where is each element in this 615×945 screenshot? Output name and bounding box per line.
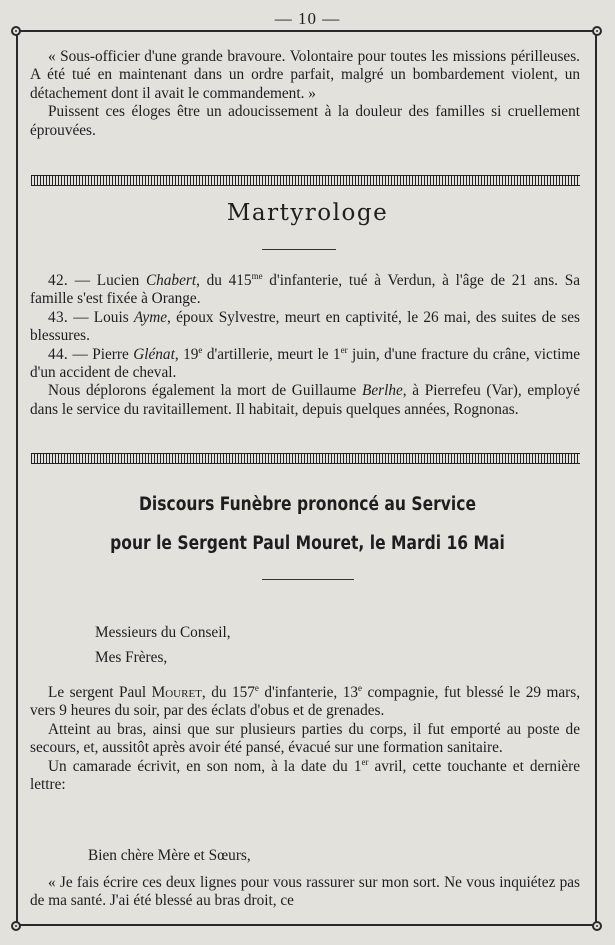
salutation-brothers: Mes Frères,	[95, 649, 168, 666]
salutation-council: Messieurs du Conseil,	[95, 624, 231, 641]
martyr-name: Berlhe	[362, 382, 403, 400]
title-underline	[262, 579, 354, 580]
martyr-name: Chabert	[145, 272, 197, 289]
martyr-entry: 44. — Pierre Glénat, 19e d'artillerie, meurt le 1er juin, d'une fracture du crâne, victime d'un accident de cheval.	[30, 344, 581, 382]
martyrologe-list	[30, 272, 580, 419]
section-divider	[31, 175, 580, 186]
letter-greeting: Bien chère Mère et Sœurs,	[88, 847, 251, 864]
martyrologe-title: Martyrologe	[226, 200, 389, 226]
discours-title-line1: Discours Funèbre prononcé au Service	[139, 494, 476, 515]
corner-ornament-icon	[592, 921, 602, 931]
letter-body	[30, 874, 580, 911]
corner-ornament-icon	[11, 921, 21, 931]
intro-section	[30, 48, 580, 140]
martyr-name: Glénat	[133, 345, 175, 363]
page-number: — 10 —	[274, 9, 341, 28]
martyr-entry: 43. — Louis Ayme, époux Sylvestre, meurt en captivité, le 26 mai, des suites de ses blessures.	[30, 308, 580, 345]
martyr-name: Ayme	[133, 308, 168, 326]
corner-ornament-icon	[592, 26, 602, 36]
martyr-note: Nous déplorons également la mort de Guillaume Berlhe, à Pierrefeu (Var), employé dans le service du ravitaillement. Il habitait, depuis quelques années, Rognonas.	[30, 382, 581, 418]
letter-text: « Je fais écrire ces deux lignes pour vous rassurer sur mon sort. Ne vous inquiétez pas de ma santé. J'ai été blessé au bras droit, ce	[30, 874, 580, 910]
condolence-text: Puissent ces éloges être un adoucissement à la douleur des familles si cruellement éprouvées.	[30, 103, 580, 139]
discours-paragraph: Un camarade écrivit, en son nom, à la date du 1er avril, cette touchante et dernière lettre:	[30, 756, 580, 794]
discours-body	[30, 684, 580, 794]
citation-quote: « Sous-officier d'une grande bravoure. Volontaire pour toutes les missions périlleuses. A été tué en maintenant dans un ordre parfait, malgré un bombardement violent, un détachement dont il avait le commandement. »	[30, 48, 580, 102]
soldier-name: Mouret	[151, 684, 202, 701]
martyr-entry: 42. — Lucien Chabert, du $415^{me}$ d'infanterie, tué à Verdun, à l'âge de 21 ans. Sa famille s'est fixée à Orange.	[30, 270, 580, 308]
discours-paragraph: Le sergent Paul Mouret, du 157e d'infanterie, 13e compagnie, fut blessé le 29 mars, vers 9 heures du soir, par des éclats d'obus et de grenades.	[30, 682, 581, 720]
section-divider	[31, 453, 580, 464]
corner-ornament-icon	[11, 26, 21, 36]
discours-title-line2: pour le Sergent Paul Mouret, le Mardi 16 Mai	[110, 533, 505, 554]
discours-paragraph: Atteint au bras, ainsi que sur plusieurs parties du corps, il fut emporté au poste de secours, et, aussitôt après avoir été pansé, évacué sur une formation sanitaire.	[30, 720, 580, 757]
title-underline	[262, 249, 336, 250]
